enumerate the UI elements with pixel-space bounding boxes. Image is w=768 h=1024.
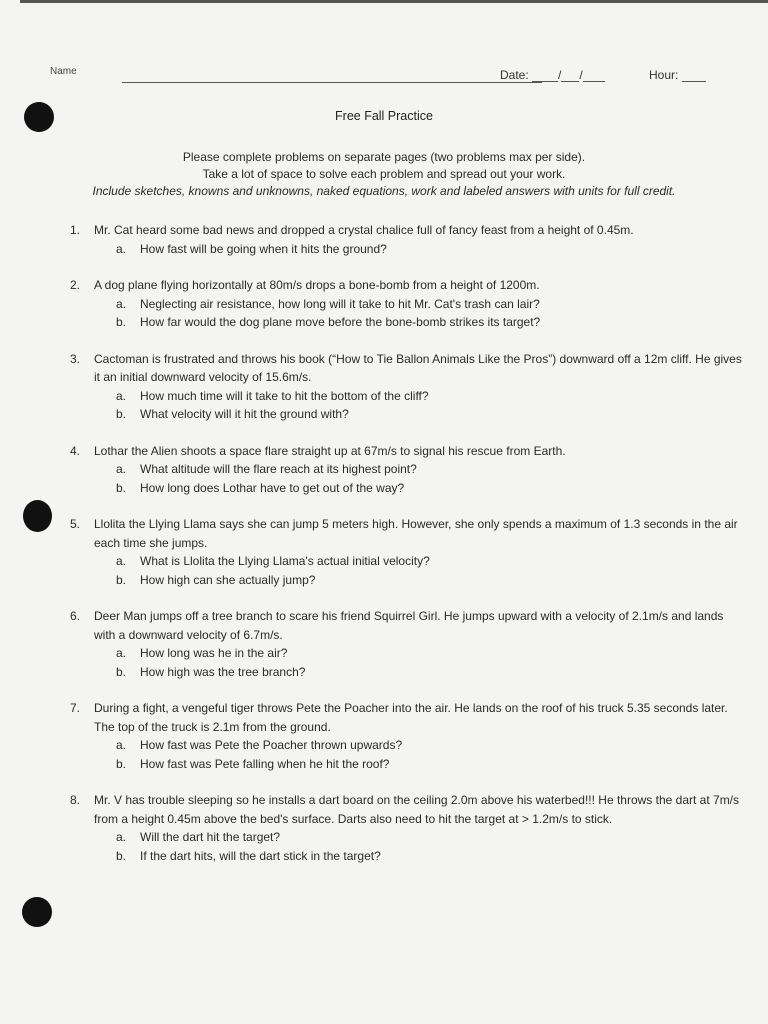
part-letter: b.: [116, 480, 127, 495]
problem-part: [94, 755, 744, 774]
problem-number: 4.: [70, 443, 81, 458]
part-letter: b.: [116, 315, 127, 329]
part-letter: b.: [116, 572, 127, 587]
part-text: How much time will it take to hit the bottom of the cliff?: [140, 388, 429, 403]
problem-part: [94, 240, 744, 259]
part-letter: b.: [116, 664, 127, 679]
part-text: How high was the tree branch?: [140, 664, 306, 679]
problem-1: [64, 221, 744, 258]
problem-number: 3.: [70, 351, 81, 366]
part-text: If the dart hits, will the dart stick in the target?: [140, 848, 381, 863]
problem-parts: [94, 552, 744, 589]
problem-parts: [94, 644, 744, 681]
part-letter: a.: [116, 646, 127, 660]
problem-parts: [94, 828, 744, 865]
problem-part: [94, 460, 744, 479]
part-letter: b.: [116, 756, 127, 771]
problem-part: [94, 295, 744, 314]
problem-part: [94, 571, 744, 590]
problem-text: Deer Man jumps off a tree branch to scare his friend Squirrel Girl. He jumps upward with a velocity of 2.1m/s and lands with a downward velocity of 6.7m/s.: [94, 609, 724, 642]
part-letter: a.: [116, 462, 127, 476]
problem-parts: [94, 460, 744, 497]
top-edge-rule: [20, 0, 768, 3]
part-text: How high can she actually jump?: [140, 572, 316, 587]
part-text: Will the dart hit the target?: [140, 830, 281, 844]
date-separator-2: /: [579, 68, 583, 82]
problem-part: [94, 847, 744, 866]
problem-parts: [94, 736, 744, 773]
problem-part: [94, 405, 744, 424]
part-letter: b.: [116, 848, 127, 863]
name-label: Name: [50, 66, 77, 77]
problem-2: [64, 276, 744, 332]
worksheet-title: Free Fall Practice: [335, 109, 433, 123]
problem-text: Cactoman is frustrated and throws his book (“How to Tie Ballon Animals Like the Pros”) downward off a 12m cliff. He gives it an initial downward velocity of 15.6m/s.: [94, 351, 742, 384]
problem-part: [94, 479, 744, 498]
instructions: [0, 149, 768, 200]
problem-4: [64, 442, 744, 498]
problem-parts: [94, 240, 744, 259]
punch-hole-bottom: [22, 897, 52, 927]
problem-text: A dog plane flying horizontally at 80m/s drops a bone-bomb from a height of 1200m.: [94, 278, 540, 292]
part-letter: a.: [116, 830, 127, 844]
date-field: [500, 68, 605, 82]
part-letter: a.: [116, 388, 127, 403]
date-separator-1: /: [558, 68, 562, 82]
part-letter: a.: [116, 296, 127, 311]
part-text: What velocity will it hit the ground with?: [140, 407, 349, 421]
problem-5: [64, 515, 744, 589]
part-letter: a.: [116, 738, 127, 752]
problem-list: [64, 221, 744, 865]
problem-part: [94, 644, 744, 663]
problem-part: [94, 828, 744, 847]
part-letter: a.: [116, 241, 127, 256]
punch-hole-middle: [23, 500, 52, 532]
part-letter: a.: [116, 554, 127, 568]
problem-7: [64, 699, 744, 773]
problem-text: Lothar the Alien shoots a space flare straight up at 67m/s to signal his rescue from Earth.: [94, 443, 566, 458]
part-text: How fast was Pete the Poacher thrown upwards?: [140, 738, 403, 752]
part-letter: b.: [116, 407, 127, 421]
name-blank-line: [122, 82, 542, 83]
problem-part: [94, 736, 744, 755]
problem-number: 1.: [70, 223, 81, 237]
part-text: How long does Lothar have to get out of the way?: [140, 480, 405, 495]
problem-number: 7.: [70, 701, 81, 715]
part-text: What altitude will the flare reach at its highest point?: [140, 462, 417, 476]
hour-field: [649, 68, 706, 82]
problem-text: During a fight, a vengeful tiger throws Pete the Poacher into the air. He lands on the roof of his truck 5.35 seconds later. The top of the truck is 2.1m from the ground.: [94, 701, 728, 734]
problem-text: Mr. Cat heard some bad news and dropped a crystal chalice full of fancy feast from a height of 0.45m.: [94, 223, 634, 237]
instruction-line-2: Take a lot of space to solve each problem and spread out your work.: [202, 167, 566, 181]
problem-part: [94, 313, 744, 332]
part-text: How long was he in the air?: [140, 646, 288, 660]
part-text: How far would the dog plane move before the bone-bomb strikes its target?: [140, 315, 541, 329]
problem-number: 5.: [70, 517, 81, 531]
problem-8: [64, 791, 744, 865]
instruction-line-3: Include sketches, knowns and unknowns, naked equations, work and labeled answers with units for full credit.: [92, 184, 676, 198]
worksheet-header: [50, 64, 730, 88]
part-text: How fast will be going when it hits the ground?: [140, 241, 387, 256]
part-text: Neglecting air resistance, how long will it take to hit Mr. Cat's trash can lair?: [140, 296, 540, 311]
problem-text: Llolita the Llying Llama says she can jump 5 meters high. However, she only spends a maximum of 1.3 seconds in the air each time she jumps.: [94, 517, 738, 550]
date-label: Date:: [500, 68, 529, 82]
instruction-line-1: Please complete problems on separate pages (two problems max per side).: [182, 150, 586, 164]
problem-number: 2.: [70, 278, 81, 292]
problem-part: [94, 663, 744, 682]
problem-parts: [94, 387, 744, 424]
date-day-blank: [561, 69, 579, 82]
hour-label: Hour:: [649, 68, 679, 82]
problem-part: [94, 552, 744, 571]
problem-number: 6.: [70, 609, 81, 623]
date-month-blank: [532, 69, 558, 82]
problem-text: Mr. V has trouble sleeping so he installs a dart board on the ceiling 2.0m above his waterbed!!! He throws the dart at 7m/s from a height 0.45m above the bed's surface. Darts also need to hit the target at > 1.2m/s to stick.: [94, 793, 740, 826]
problem-number: 8.: [70, 793, 81, 807]
problem-parts: [94, 295, 744, 332]
date-year-blank: [583, 69, 605, 82]
part-text: How fast was Pete falling when he hit the roof?: [140, 756, 390, 771]
problem-6: [64, 607, 744, 681]
problem-part: [94, 387, 744, 406]
hour-blank: [682, 69, 706, 82]
part-text: What is Llolita the Llying Llama's actual initial velocity?: [140, 554, 430, 568]
problem-3: [64, 350, 744, 424]
